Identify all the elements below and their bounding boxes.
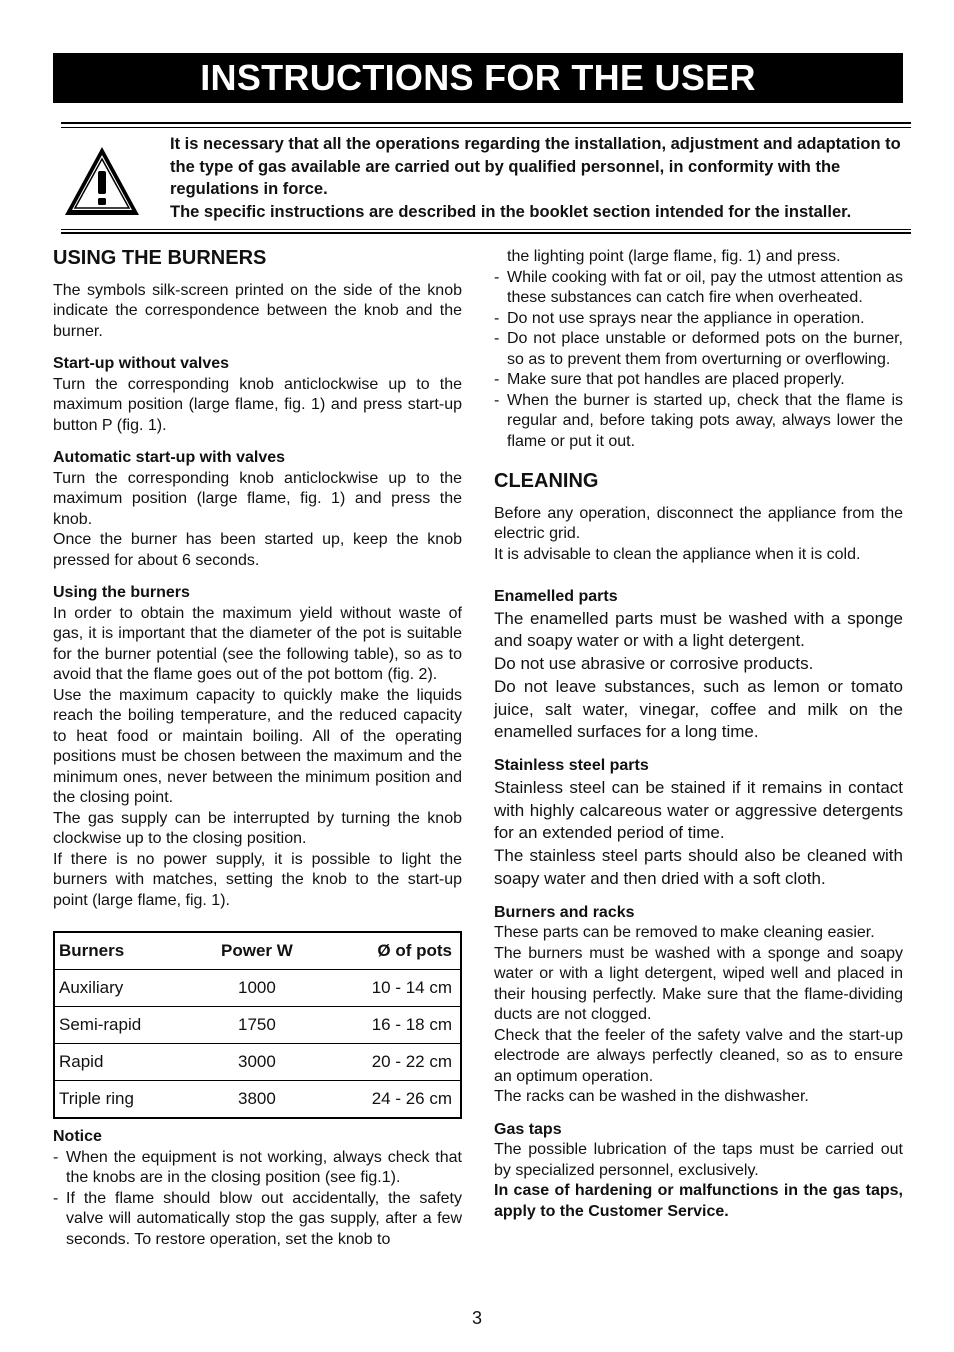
list-item: - Make sure that pot handles are placed properly. [494,370,903,391]
steel-paragraph-2: The stainless steel parts should also be cleaned with soapy water and then dried with a soft cloth. [494,846,903,888]
section-heading-using-burners: USING THE BURNERS [53,247,267,269]
divider [61,127,911,128]
right-column [494,247,903,1222]
list-item-continuation: the lighting point (large flame, fig. 1) and press. [507,248,841,265]
table-header: Power W [196,932,321,970]
auto-paragraph-1: Turn the corresponding knob anticlockwise up to the maximum position (large flame, fig. 1) and press the knob. [53,469,462,528]
table-cell: Auxiliary [54,970,196,1007]
table-cell: Semi-rapid [54,1007,196,1044]
enamel-paragraph-2: Do not use abrasive or corrosive products. [494,654,814,674]
intro-paragraph: The symbols silk-screen printed on the side of the knob indicate the correspondence between the knob and the burner. [53,281,462,340]
subheading-using-burners: Using the burners [53,584,190,601]
left-column [53,246,462,1250]
subheading-stainless-steel: Stainless steel parts [494,757,649,775]
table-cell: 16 - 18 cm [322,1007,461,1044]
table-cell: 1000 [196,970,321,1007]
warning-text-1: It is necessary that all the operations regarding the installation, adjustment and adaptation to the type of gas available are carried out by qualified personnel, in conformity with the regulations in force. [170,135,901,198]
list-item: - When the equipment is not working, always check that the knobs are in the closing position (see fig.1). [53,1148,462,1189]
table-cell: 3000 [196,1044,321,1081]
burners-paragraph-2: Use the maximum capacity to quickly make the liquids reach the boiling temperature, and the reduced capacity to heat food or maintain boiling. All of the operating positions must be chosen between the maximum and the minimum ones, never between the minimum position and the closing point. [53,686,462,806]
cleaning-paragraph-2: It is advisable to clean the appliance when it is cold. [494,545,861,563]
table-header: Ø of pots [322,932,461,970]
table-header-row [54,932,461,970]
page-number: 3 [471,1308,482,1328]
divider [61,122,911,124]
notice-list-continued [494,247,903,268]
table-cell: 10 - 14 cm [322,970,461,1007]
list-item: - Do not place unstable or deformed pots on the burner, so as to prevent them from overturning or overflowing. [494,329,903,370]
cleaning-paragraph-1: Before any operation, disconnect the appliance from the electric grid. [494,504,903,542]
subheading-gas-taps: Gas taps [494,1120,562,1138]
table-row [54,1081,461,1119]
warning-text-2: The specific instructions are described in the booklet section intended for the installer. [170,202,852,221]
table-header: Burners [54,932,196,970]
divider [61,229,911,230]
burners-paragraph-1: In order to obtain the maximum yield without waste of gas, it is important that the diameter of the pot is suitable for the burner potential (see the following table), so as to avoid that the flame goes out of the pot bottom (fig. 2). [53,604,462,683]
steel-paragraph-1: Stainless steel can be stained if it remains in contact with highly calcareous water or aggressive detergents for an extended period of time. [494,777,903,843]
table-cell: 3800 [196,1081,321,1119]
subheading-automatic-startup: Automatic start-up with valves [53,449,286,466]
warning-triangle-icon [63,145,141,217]
table-row [54,1044,461,1081]
table-cell: 24 - 26 cm [322,1081,461,1119]
warning-note [170,133,910,223]
racks-paragraph-2: The burners must be washed with a sponge and soapy water or with a light detergent, wiped well and placed in their housing perfectly. Make sure that the flame-dividing ducts are not clogged. [494,944,903,1024]
startup-paragraph: Turn the corresponding knob anticlockwise up to the maximum position (large flame, fig. 1) and press start-up button P (fig. 1). [53,375,462,434]
taps-paragraph-2: In case of hardening or malfunctions in the gas taps, apply to the Customer Service. [494,1182,903,1220]
burners-paragraph-4: If there is no power supply, it is possible to light the burners with matches, setting the knob to the start-up point (large flame, fig. 1). [53,850,462,909]
subheading-enamelled-parts: Enamelled parts [494,588,618,605]
subheading-burners-racks: Burners and racks [494,903,635,921]
auto-paragraph-2: Once the burner has been started up, keep the knob pressed for about 6 seconds. [53,531,462,569]
burners-table [53,931,462,1119]
section-heading-cleaning: CLEANING [494,470,599,492]
table-cell: Triple ring [54,1081,196,1119]
table-cell: 1750 [196,1007,321,1044]
racks-paragraph-3: Check that the feeler of the safety valve and the start-up electrode are always perfectly cleaned, so as to ensure an optimum operation. [494,1026,903,1085]
table-row [54,970,461,1007]
taps-paragraph-1: The possible lubrication of the taps must be carried out by specialized personnel, exclusively. [494,1141,903,1179]
enamel-paragraph-1: The enamelled parts must be washed with a sponge and soapy water or with a light detergent. [494,608,903,651]
notice-list-2 [494,268,903,453]
table-cell: Rapid [54,1044,196,1081]
racks-paragraph-4: The racks can be washed in the dishwasher. [494,1088,809,1106]
table-row [54,1007,461,1044]
enamel-paragraph-3: Do not leave substances, such as lemon or tomato juice, salt water, vinegar, coffee and milk on the enamelled surfaces for a long time. [494,676,903,742]
subheading-notice: Notice [53,1128,102,1145]
table-cell: 20 - 22 cm [322,1044,461,1081]
page-title: INSTRUCTIONS FOR THE USER [53,53,903,103]
notice-list [53,1148,462,1251]
list-item: - While cooking with fat or oil, pay the utmost attention as these substances can catch fire when overheated. [494,268,903,309]
burners-paragraph-3: The gas supply can be interrupted by turning the knob clockwise up to the closing position. [53,809,462,847]
list-item: - If the flame should blow out accidentally, the safety valve will automatically stop the gas supply, after a few seconds. To restore operation, set the knob to [53,1189,462,1251]
racks-paragraph-1: These parts can be removed to make cleaning easier. [494,924,875,942]
subheading-startup-without-valves: Start-up without valves [53,355,230,372]
divider [61,232,911,234]
list-item: - When the burner is started up, check that the flame is regular and, before taking pots away, always lower the flame or put it out. [494,391,903,453]
list-item: - Do not use sprays near the appliance in operation. [494,309,903,330]
